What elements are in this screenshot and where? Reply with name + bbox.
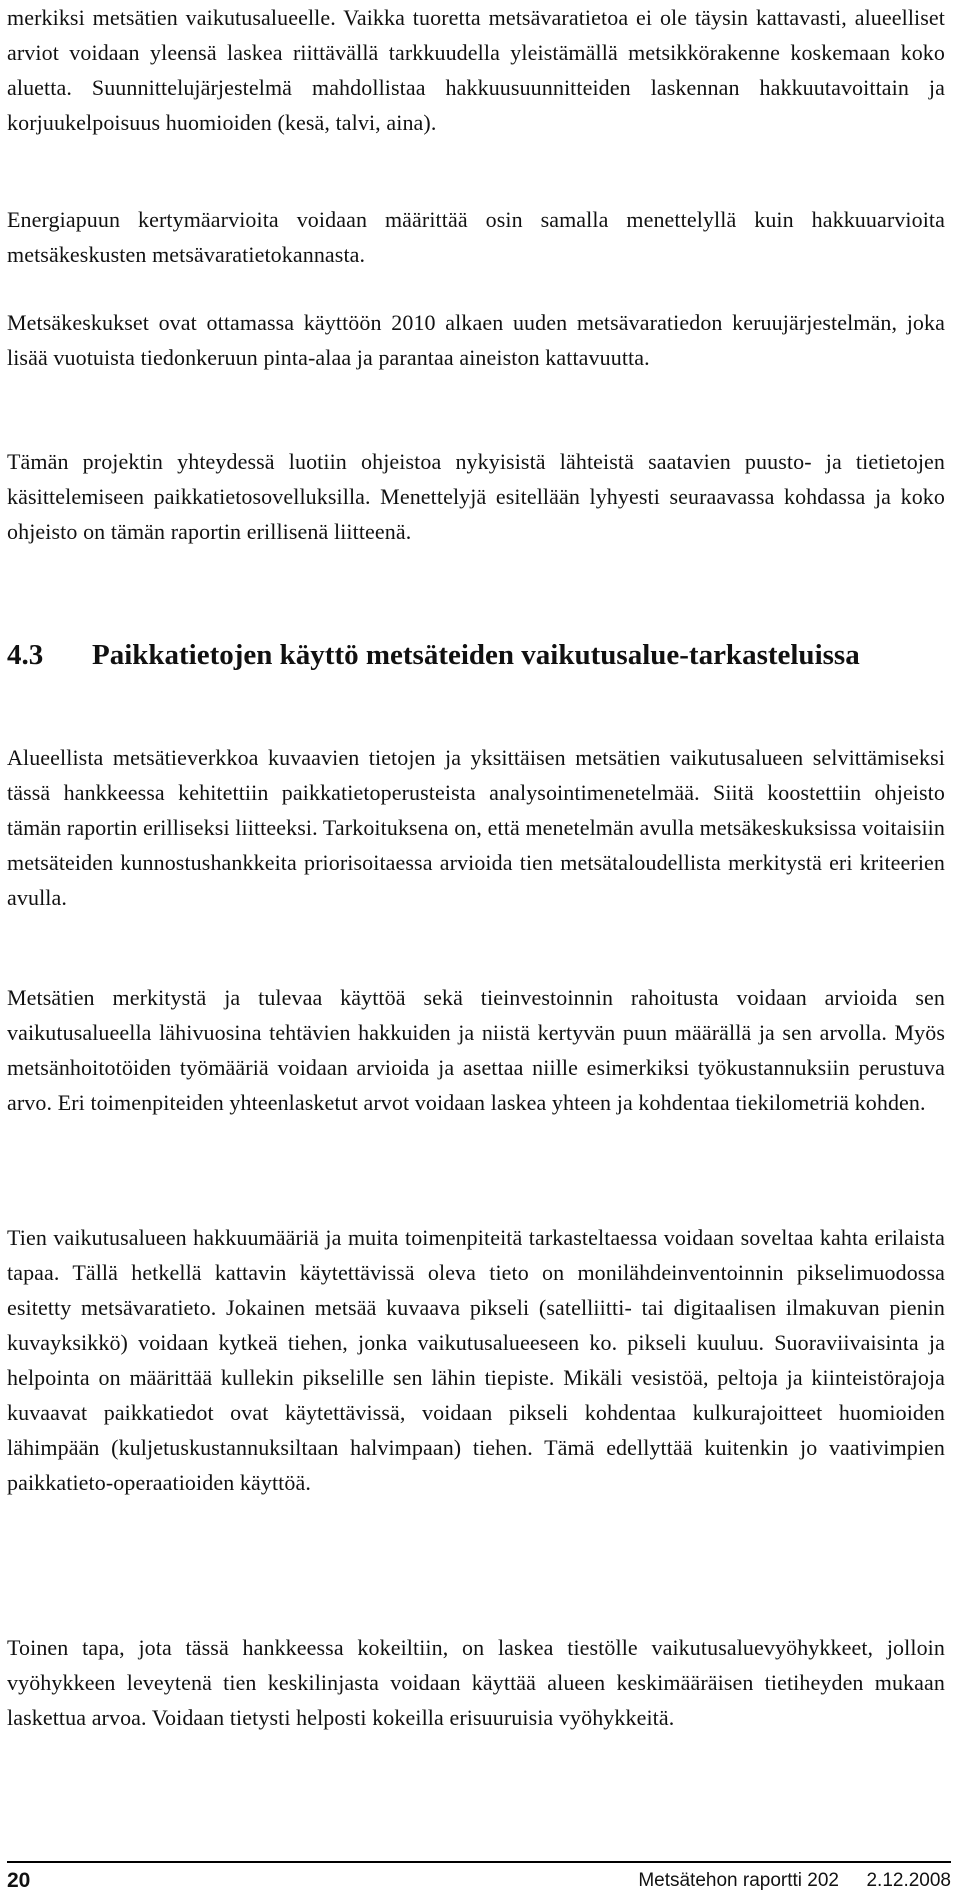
- report-name: Metsätehon raportti 202: [638, 1870, 839, 1891]
- paragraph-data-collection: Metsäkeskukset ovat ottamassa käyttöön 2010 alkaen uuden metsävaratiedon keruujärjestelmän, joka lisää vuotuista tiedonkeruun pinta-alaa ja parantaa aineiston kattavuutta.: [7, 310, 945, 370]
- paragraph-analysis-method: Alueellista metsätieverkkoa kuvaavien tietojen ja yksittäisen metsätien vaikutusalueen selvittämiseksi tässä hankkeessa kehitettiin paikkatietoperusteista analysointimenetelmää. Siitä koostettiin ohjeisto tämän raportin erilliseksi liitteeksi. Tarkoituksena on, että menetelmän avulla metsäkeskuksissa voitaisiin metsäteiden kunnostushankkeita priorisoitaessa arvioida tien metsätaloudellista merkitystä eri kriteerien avulla.: [7, 745, 945, 910]
- section-number: 4.3: [7, 639, 44, 671]
- paragraph-zone-method: Toinen tapa, jota tässä hankkeessa kokeiltiin, on laskea tiestölle vaikutusaluevyöhykkeet, jolloin vyöhykkeen leveytenä tien keskilinjasta voidaan käyttää alueen keskimääräisen tietiheyden mukaan laskettua arvoa. Voidaan tietysti helposti kokeilla erisuuruisia vyöhykkeitä.: [7, 1635, 945, 1730]
- paragraph-energy-wood: Energiapuun kertymäarvioita voidaan määrittää osin samalla menettelyllä kuin hakkuuarvioita metsäkeskusten metsävaratietokannasta.: [7, 207, 945, 267]
- report-date: 2.12.2008: [866, 1870, 951, 1891]
- section-title: Paikkatietojen käyttö metsäteiden vaikutusalue-tarkasteluissa: [92, 639, 860, 671]
- paragraph-pixel-method: Tien vaikutusalueen hakkuumääriä ja muita toimenpiteitä tarkasteltaessa voidaan soveltaa kahta erilaista tapaa. Tällä hetkellä kattavin käytettävissä oleva tieto on monilähdeinventoinnin pikselimuodossa esitetty metsävaratieto. Jokainen metsää kuvaava pikseli (satelliitti- tai digitaalisen ilmakuvan pienin kuvayksikkö) voidaan kytkeä tiehen, jonka vaikutusalueeseen ko. pikseli kuuluu. Suoraviivaisinta ja helpointa on määrittää kullekin pikselille sen lähin tiepiste. Mikäli vesistöä, peltoja ja kiinteistörajoja kuvaavat paikkatiedot ovat käytettävissä, voidaan pikseli kohdentaa kulkurajoitteet huomioiden lähimpään (kuljetuskustannuksiltaan halvimpaan) tiehen. Tämä edellyttää kuitenkin jo vaativimpien paikkatieto-operaatioiden käyttöä.: [7, 1225, 945, 1495]
- footer-divider: [7, 1861, 951, 1863]
- paragraph-stand-estimates: merkiksi metsätien vaikutusalueelle. Vaikka tuoretta metsävaratietoa ei ole täysin kattavasti, alueelliset arviot voidaan yleensä laskea riittävällä tarkkuudella yleistämällä metsikkörakenne koskemaan koko aluetta. Suunnittelujärjestelmä mahdollistaa hakkuusuunnitteiden laskennan hakkuutavoittain ja korjuukelpoisuus huomioiden (kesä, talvi, aina).: [7, 5, 945, 135]
- paragraph-guidelines: Tämän projektin yhteydessä luotiin ohjeistoa nykyisistä lähteistä saatavien puusto- ja tietietojen käsittelemiseen paikkatietosovelluksilla. Menettelyjä esitellään lyhyesti seuraavassa kohdassa ja koko ohjeisto on tämän raportin erillisenä liitteenä.: [7, 449, 945, 544]
- page-footer: [7, 1866, 951, 1896]
- paragraph-road-significance: Metsätien merkitystä ja tulevaa käyttöä sekä tieinvestoinnin rahoitusta voidaan arvioida sen vaikutusalueella lähivuosina tehtävien hakkuiden ja niistä kertyvän puun määrällä ja sen arvolla. Myös metsänhoitotöiden työmääriä voidaan arvioida ja asettaa niille esimerkiksi työkustannuksiin perustuva arvo. Eri toimenpiteiden yhteenlasketut arvot voidaan laskea yhteen ja kohdentaa tiekilometriä kohden.: [7, 985, 945, 1115]
- section-heading: [7, 634, 945, 676]
- page-number: 20: [7, 1869, 31, 1892]
